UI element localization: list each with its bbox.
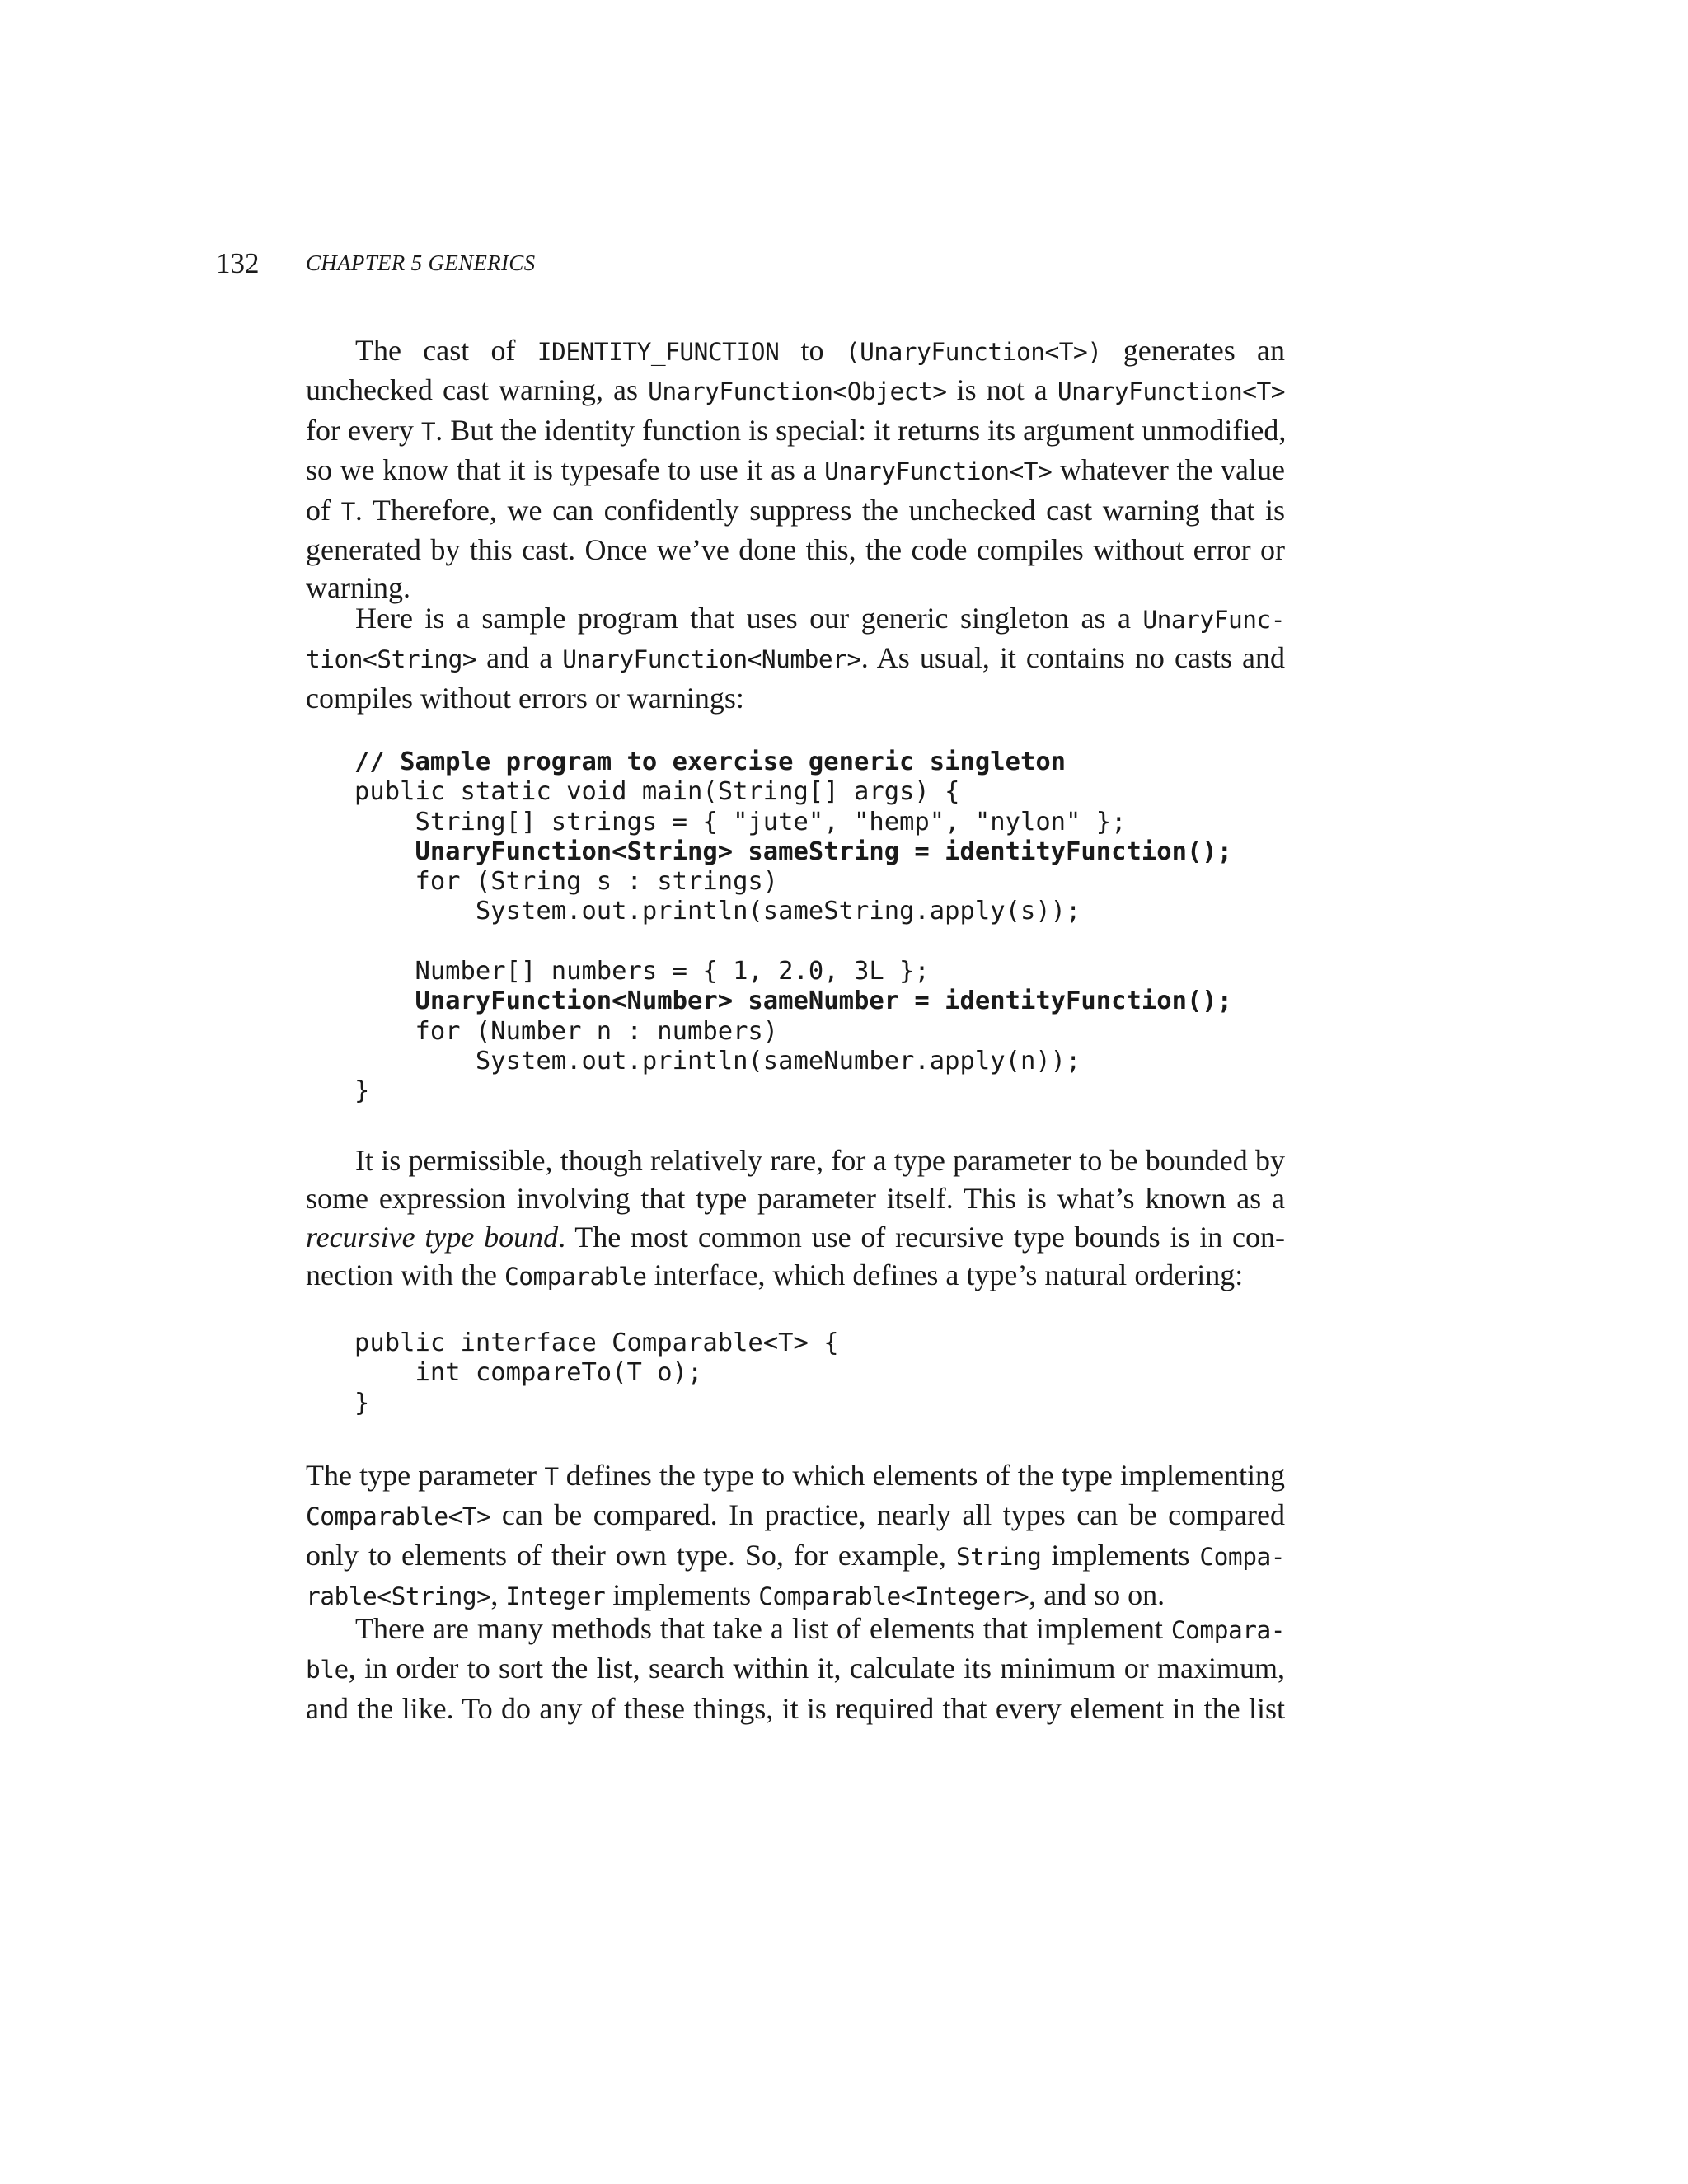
paragraph-recursive-type-bound <box>306 1141 1285 1296</box>
text-line <box>306 1536 1285 1576</box>
paragraph-body <box>306 1610 1285 1727</box>
text-run: interface, which defines a type’s natural ordering: <box>646 1258 1244 1292</box>
inline-code: UnaryFunction<Object> <box>648 377 947 406</box>
running-head <box>216 247 1287 288</box>
code-line: } <box>354 1388 370 1418</box>
paragraph-sample-program-intro <box>306 599 1285 717</box>
text-run: The type parameter <box>306 1459 545 1492</box>
paragraph-comparable-methods <box>306 1610 1285 1727</box>
text-line <box>306 599 1285 639</box>
code-line: System.out.println(sameString.apply(s)); <box>354 897 1081 926</box>
chapter-title: CHAPTER 5 GENERICS <box>306 251 536 275</box>
inline-code: tion<String> <box>306 645 477 674</box>
paragraph-identity-cast <box>306 331 1285 607</box>
code-line: int compareTo(T o); <box>354 1358 703 1388</box>
italic-term: recursive type bound <box>306 1220 559 1254</box>
code-listing-sample-program <box>354 748 1232 1107</box>
text-line <box>306 1649 1285 1689</box>
text-run: The cast of <box>355 334 537 367</box>
paragraph-body <box>306 1141 1285 1296</box>
text-run: . The most common use of recursive type bounds is in con- <box>558 1220 1286 1254</box>
code-line: for (Number n : numbers) <box>354 1016 779 1046</box>
text-line <box>306 491 1285 531</box>
text-run: and a <box>476 641 563 675</box>
text-run: to <box>779 334 846 367</box>
text-run: implements <box>1041 1538 1200 1572</box>
code-line: String[] strings = { "jute", "hemp", "nylon" }; <box>354 807 1127 837</box>
text-line <box>306 1690 1285 1727</box>
code-line: } <box>354 1076 370 1106</box>
page-number: 132 <box>216 247 260 279</box>
code-line: UnaryFunction<Number> sameNumber = identityFunction(); <box>354 987 1233 1016</box>
text-run: only to elements of their own type. So, for example, <box>306 1538 956 1572</box>
text-run: , and so on. <box>1029 1578 1165 1612</box>
code-line: for (String s : strings) <box>354 867 779 897</box>
inline-code: IDENTITY_FUNCTION <box>537 338 780 366</box>
text-run: Here is a sample program that uses our generic singleton as a <box>355 602 1143 635</box>
text-line <box>306 639 1285 678</box>
text-run: defines the type to which elements of the type implementing <box>558 1459 1285 1492</box>
text-line <box>306 371 1285 410</box>
text-line <box>306 1141 1285 1179</box>
inline-code: Comparable<T> <box>306 1502 491 1531</box>
inline-code: String <box>955 1542 1042 1571</box>
code-line: public static void main(String[] args) { <box>354 777 960 807</box>
inline-code: Integer <box>505 1582 606 1611</box>
text-run: warning. <box>306 571 410 605</box>
text-run: and the like. To do any of these things, it is required that every element in the list <box>306 1691 1285 1725</box>
text-line <box>306 679 1285 717</box>
inline-code: UnaryFunction<T> <box>824 457 1053 486</box>
text-run: can be compared. In practice, nearly all types can be compared <box>490 1498 1285 1532</box>
paragraph-body <box>306 331 1285 607</box>
inline-code: (UnaryFunction<T>) <box>845 338 1102 366</box>
paragraph-type-parameter-t <box>306 1456 1285 1616</box>
inline-code: ble <box>306 1656 349 1685</box>
paragraph-body <box>306 1456 1285 1616</box>
inline-code: UnaryFunc- <box>1142 606 1285 634</box>
text-run: so we know that it is typesafe to use it as a <box>306 453 825 487</box>
inline-code: Compara- <box>1170 1616 1285 1644</box>
text-run: . As usual, it contains no casts and <box>860 641 1285 675</box>
inline-code: rable<String> <box>306 1582 491 1611</box>
code-line: // Sample program to exercise generic singleton <box>354 748 1067 776</box>
inline-code: T <box>340 497 355 526</box>
code-line: public interface Comparable<T> { <box>354 1329 839 1357</box>
inline-code: T <box>420 417 436 446</box>
text-run: for every <box>306 413 421 447</box>
text-line <box>306 451 1285 490</box>
text-run: whatever the value <box>1052 453 1285 487</box>
text-run: of <box>306 493 341 527</box>
code-listing-comparable <box>354 1329 839 1418</box>
text-line <box>306 1218 1285 1256</box>
text-run: generated by this cast. Once we’ve done this, the code compiles without error or <box>306 533 1285 567</box>
code-line: System.out.println(sameNumber.apply(n)); <box>354 1046 1081 1076</box>
inline-code: Comparable <box>504 1263 647 1291</box>
text-run: There are many methods that take a list of elements that implement <box>355 1612 1171 1645</box>
text-run: , in order to sort the list, search within it, calculate its minimum or maximum, <box>348 1652 1285 1685</box>
paragraph-body <box>306 599 1285 717</box>
text-run: nection with the <box>306 1258 504 1292</box>
text-line <box>306 1179 1285 1217</box>
code-line <box>354 927 1232 957</box>
inline-code: Comparable<Integer> <box>758 1582 1029 1611</box>
text-line <box>306 1256 1285 1296</box>
text-run: some expression involving that type parameter itself. This is what’s known as a <box>306 1182 1285 1216</box>
text-line <box>306 531 1285 569</box>
text-run: It is permissible, though relatively rare, for a type parameter to be bounded by <box>355 1144 1285 1177</box>
text-line <box>306 1610 1285 1649</box>
text-line <box>306 1496 1285 1535</box>
code-line: UnaryFunction<String> sameString = identityFunction(); <box>354 837 1233 866</box>
inline-code: UnaryFunction<T> <box>1057 377 1285 406</box>
text-run: . Therefore, we can confidently suppress the unchecked cast warning that is <box>354 493 1285 527</box>
text-run: unchecked cast warning, as <box>306 373 649 407</box>
text-run: compiles without errors or warnings: <box>306 681 744 715</box>
text-line <box>306 411 1285 451</box>
code-line: Number[] numbers = { 1, 2.0, 3L }; <box>354 957 930 987</box>
text-run: is not a <box>946 373 1057 407</box>
inline-code: UnaryFunction<Number> <box>562 645 861 674</box>
text-run: , <box>490 1578 506 1612</box>
inline-code: Compa- <box>1199 1542 1285 1571</box>
text-run: . But the identity function is special: it returns its argument unmodified, <box>435 413 1287 447</box>
inline-code: T <box>544 1463 559 1491</box>
text-line <box>306 331 1285 371</box>
text-run: generates an <box>1101 334 1285 367</box>
text-line <box>306 1456 1285 1496</box>
text-run: implements <box>605 1578 759 1612</box>
